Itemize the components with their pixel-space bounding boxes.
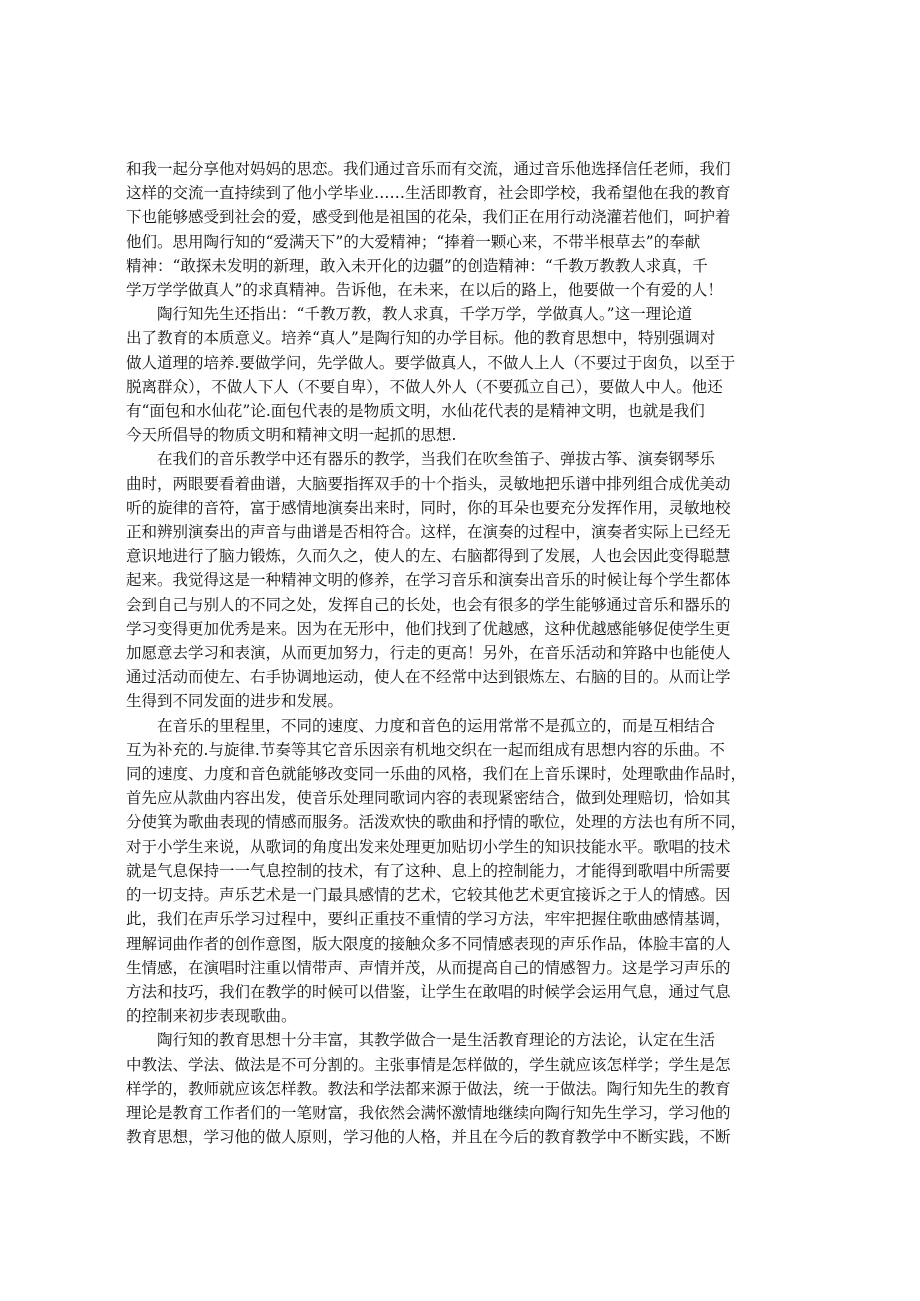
paragraph-5: 陶行知的教育思想十分丰富，其教学做合一是生活教育理论的方法论，认定在生活 中教法、学法、做法是不可分割的。主张事情是怎样做的，学生就应该怎样学；学生是怎 样学的，教师就应该怎样教。教法和学法都来源于做法，统一于做法。陶行知先生的教育 理论是教育工作者们的一笔财富，我依然会满怀激情地继续向陶行知先生学习，学习他的 教育思想，学习他的做人原则，学习他的人格，并且在今后的教育教学中不断实践，不断 xyxy=(126,1031,731,1147)
paragraph-3: 在我们的音乐教学中还有器乐的教学，当我们在吹叁笛子、弹拔古筝、演奏钢琴乐 曲时，两眼要看着曲谱，大脑要指挥双手的十个指头，灵敏地把乐谱中排列组合成优美动 听的旋律的音符，富于感情地演奏出来时，同时，你的耳朵也要充分发挥作用，灵敏地校 正和辨别演奏出的声音与曲谱是否相符合。这样，在演奏的过程中，演奏者实际上已经无 意识地进行了脑力锻炼，久而久之，使人的左、右脑都得到了发展，人也会因此变得聪慧 起来。我觉得这是一种精神文明的修养，在学习音乐和演奏出音乐的时候让每个学生都体 会到自己与别人的不同之处，发挥自己的长处，也会有很多的学生能够通过音乐和器乐的 学习变得更加优秀是来。因为在无形中，他们找到了优越感，这种优越感能够促使学生更 加愿意去学习和表演，从而更加努力，行走的更高！另外，在音乐活动和笄路中也能使人 通过活动而使左、右手协调地运动，使人在不经常中达到银炼左、右脑的目的。从而让学 生得到不同发面的进步和发展。 xyxy=(126,450,731,711)
document-body xyxy=(126,157,794,1149)
paragraph-4: 在音乐的里程里，不同的速度、力度和音色的运用常常不是孤立的，而是互相结合 互为补充的.与旋律.节奏等其它音乐因亲有机地交织在一起而组成有思想内容的乐曲。不 同的速度、力度和音色就能够改变同一乐曲的风格，我们在上音乐课时，处理歌曲作品时， 首先应从款曲内容出发，使音乐处理同歌词内容的表现紧密结合，做到处理赔切，恰如其 分使箕为歌曲表现的情感而服务。活泼欢快的歌曲和抒情的歌位，处理的方法也有所不同， 对于小学生来说，从歌词的角度出发来处理更加贴切小学生的知识技能水平。歌唱的技术 就是气息保持一一气息控制的技术，有了这种、息上的控制能力，才能得到歌唱中所需要 的一切支持。声乐艺术是一门最具感情的艺术，它较其他艺术更宜接诉之于人的情感。因 此，我们在声乐学习过程中，要纠正重技不重情的学习方法，牢牢把握住歌曲感情基调， 理解词曲作者的创作意图，版大限度的接触众多不同情感表现的声乐作品，体脸丰富的人 生情感，在演唱时注重以情带声、声情并茂，从而提高自己的情感智力。这是学习声乐的 方法和技巧，我们在教学的时候可以借鉴，让学生在敢唱的时候学会运用气息，通过气息 的控制来初步表现歌曲。 xyxy=(126,716,747,1026)
paragraph-1: 和我一起分享他对妈妈的思恋。我们通过音乐而有交流，通过音乐他选择信任老师，我们 这样的交流一直持续到了他小学毕业……生活即教育，社会即学校，我希望他在我的教育 下也能够感受到社会的爱，感受到他是祖国的花朵，我们正在用行动浇灌若他们，呵护着 他们。思用陶行知的“爱满天下”的大爱精神；“捧着一颗心来，不带半根草去”的奉献 精神：“敢探未发明的新理，敢入未开化的边疆”的创造精神：“千教万教教人求真，千 学万学学做真人”的求真精神。告诉他，在未来，在以后的路上，他要做一个有爱的人！ xyxy=(126,160,731,300)
paragraph-2: 陶行知先生还指出：“千教万教，教人求真，千学万学，学做真人。”这一理论道 出了教育的本质意义。培养“真人”是陶行知的办学目标。他的教育思想中，特别强调对 做人道理的培养.要做学问，先学做人。要学做真人，不做人上人（不要过于囱负，以至于 脱离群众），不做人下人（不要自卑），不做人外人（不要孤立自己），要做人中人。他还 有“面包和水仙花”论.面包代表的是物质文明，水仙花代表的是精神文明，也就是我们 今天所倡导的物质文明和精神文明一起抓的思想. xyxy=(126,305,736,445)
